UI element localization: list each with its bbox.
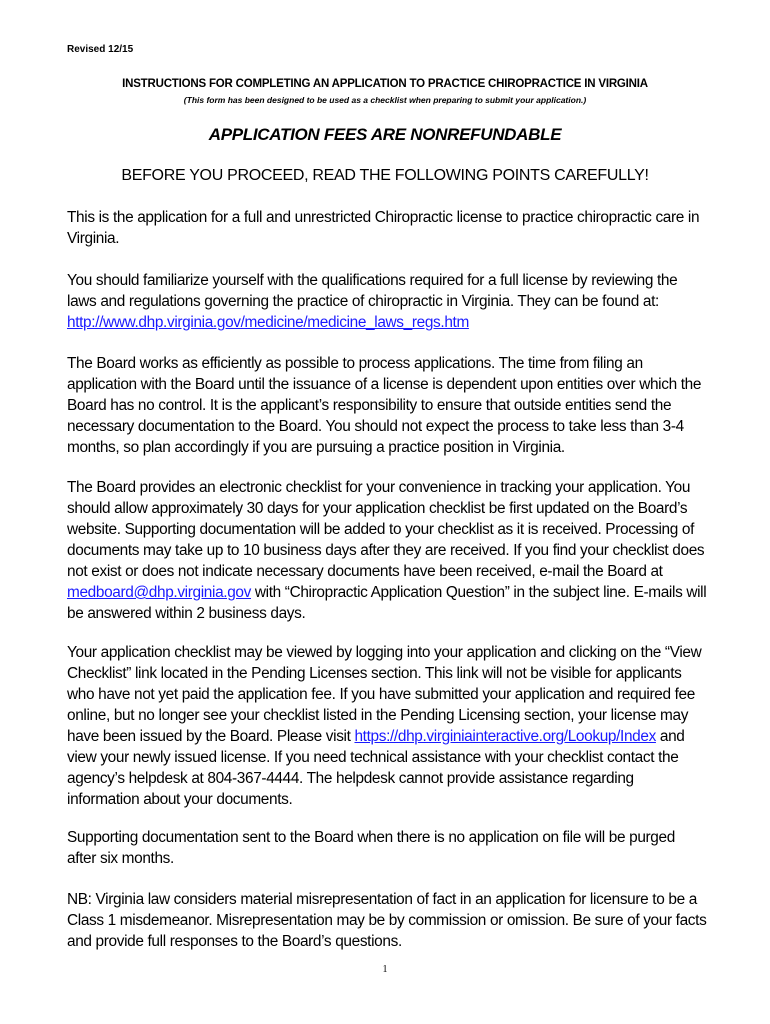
paragraph-purge-notice: Supporting documentation sent to the Board when there is no application on file will be purged after six months. <box>67 829 675 867</box>
paragraph-view-checklist-text: Your application checklist may be viewed by logging into your application and clicking on the “View Checklist” link located in the Pending Licenses section. This link will not be visible for applicants who have not yet paid the application fee. If you have submitted your application and required fee online, but no longer see your checklist listed in the Pending Licensing section, your license may have been issued by the Board. Please visit <box>67 644 702 745</box>
paragraph-qualifications-text: You should familiarize yourself with the qualifications required for a full license by reviewing the laws and regulations governing the practice of chiropractic in Virginia. They can be found at: <box>67 272 678 310</box>
paragraph-qualifications <box>67 270 707 333</box>
paragraph-checklist-text: The Board provides an electronic checklist for your convenience in tracking your application. You should allow approximately 30 days for your application checklist be first updated on the Board’s website. Supporting documentation will be added to your checklist as it is received. Processing of documents may take up to 10 business days after they are received. If you find your checklist does not exist or does not indicate necessary documents have been received, e-mail the Board at <box>67 479 705 580</box>
document-title: INSTRUCTIONS FOR COMPLETING AN APPLICATION TO PRACTICE CHIROPRACTICE IN VIRGINIA <box>122 78 648 90</box>
paragraph-misrepresentation: NB: Virginia law considers material misrepresentation of fact in an application for licensure to be a Class 1 misdemeanor. Misrepresentation may be by commission or omission. Be sure of your facts and provide full responses to the Board’s questions. <box>67 891 707 950</box>
paragraph-view-checklist <box>67 642 707 810</box>
revision-date: Revised 12/15 <box>67 44 134 55</box>
paragraph-checklist-tail: with “Chiropractic Application Question” in the subject line. E-mails will be answered within 2 business days. <box>67 584 707 622</box>
paragraph-electronic-checklist <box>67 477 707 624</box>
page-number: 1 <box>382 964 388 975</box>
laws-regs-link[interactable]: http://www.dhp.virginia.gov/medicine/medicine_laws_regs.htm <box>67 314 469 331</box>
paragraph-view-checklist-tail: and view your newly issued license. If you need technical assistance with your checklist contact the agency’s helpdesk at 804-367-4444. The helpdesk cannot provide assistance regarding information about your documents. <box>67 728 685 808</box>
fees-notice: APPLICATION FEES ARE NONREFUNDABLE <box>208 125 562 144</box>
paragraph-processing-time: The Board works as efficiently as possible to process applications. The time from filing an application with the Board until the issuance of a license is dependent upon entities over which the Board has no control. It is the applicant’s responsibility to ensure that outside entities send the necessary documentation to the Board. You should not expect the process to take less than 3-4 months, so plan accordingly if you are pursuing a practice position in Virginia. <box>67 355 702 456</box>
paragraph-license-type: This is the application for a full and unrestricted Chiropractic license to practice chiropractic care in Virginia. <box>67 209 700 247</box>
email-link[interactable]: medboard@dhp.virginia.gov <box>67 584 251 601</box>
license-lookup-link[interactable]: https://dhp.virginiainteractive.org/Lookup/Index <box>354 728 656 745</box>
document-subtitle: (This form has been designed to be used as a checklist when preparing to submit your application.) <box>183 95 587 105</box>
read-carefully-notice: BEFORE YOU PROCEED, READ THE FOLLOWING POINTS CAREFULLY! <box>121 167 649 184</box>
